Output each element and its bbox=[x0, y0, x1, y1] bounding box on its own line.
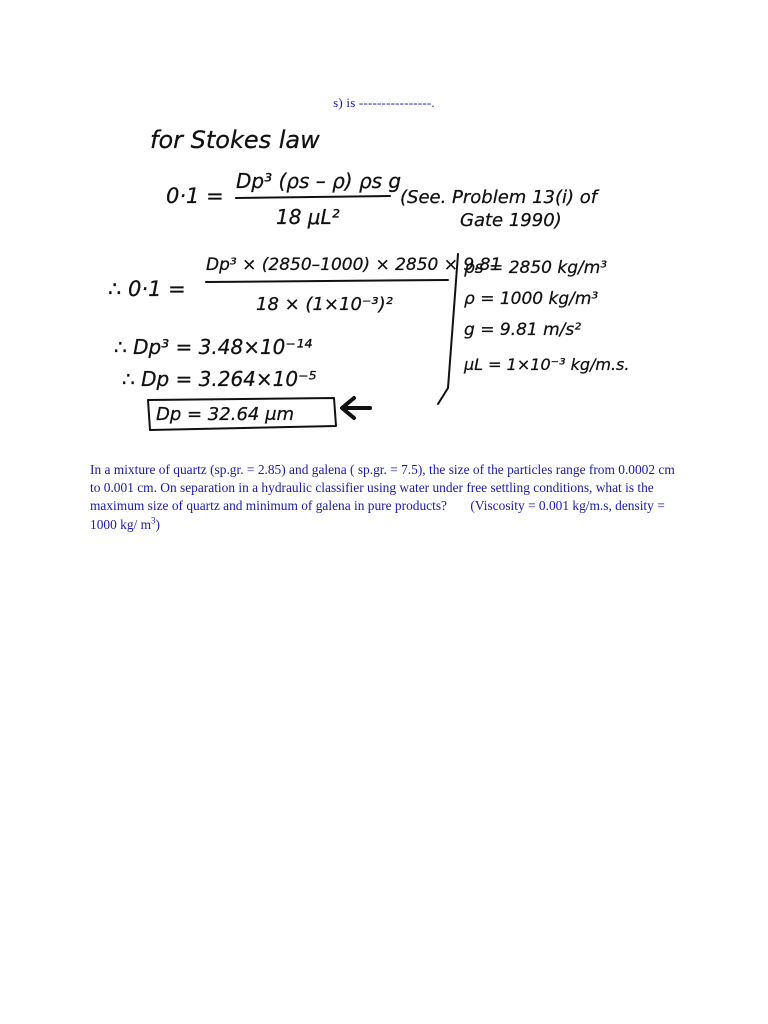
hw-eq2-lhs: ∴ 0·1 = bbox=[108, 277, 186, 301]
question-exponent: 3 bbox=[151, 515, 156, 526]
hw-eq1-fraction-bar bbox=[236, 196, 390, 198]
hw-given-mu: μL = 1×10⁻³ kg/m.s. bbox=[464, 355, 630, 374]
hw-given-rho: ρ = 1000 kg/m³ bbox=[464, 289, 599, 309]
hw-heading: for Stokes law bbox=[150, 126, 320, 154]
hw-eq1-numerator: Dp³ (ρs – ρ) ρs g bbox=[236, 169, 402, 193]
hw-eq2-numerator: Dp³ × (2850–1000) × 2850 × 9.81 bbox=[206, 255, 502, 275]
hw-eq1-lhs: 0·1 = bbox=[166, 184, 224, 208]
hw-eq1-note-1: (See. Problem 13(i) of bbox=[400, 187, 598, 208]
hw-eq2-fraction-bar bbox=[206, 280, 448, 282]
hw-eq2-denominator: 18 × (1×10⁻³)² bbox=[256, 294, 393, 315]
hw-given-bracket bbox=[438, 254, 458, 404]
question-conditions: (Viscosity = 0.001 kg/m.s, density = 1000 kg/ m bbox=[90, 498, 665, 532]
hw-eq1-note-2: Gate 1990) bbox=[460, 210, 562, 231]
header-fragment: s) is ----------------. bbox=[333, 95, 435, 110]
hw-eq4: ∴ Dp = 3.264×10⁻⁵ bbox=[122, 367, 317, 391]
question-close: ) bbox=[155, 516, 160, 532]
hw-eq1-denominator: 18 μL² bbox=[276, 205, 340, 229]
question-paragraph bbox=[90, 461, 680, 534]
hw-given-g: g = 9.81 m/s² bbox=[464, 320, 582, 340]
hw-eq3: ∴ Dp³ = 3.48×10⁻¹⁴ bbox=[114, 335, 312, 359]
hw-given-rho-s: ρs = 2850 kg/m³ bbox=[464, 258, 608, 278]
hw-result: Dp = 32.64 μm bbox=[156, 404, 295, 425]
handwritten-solution-image bbox=[108, 108, 653, 446]
hw-result-arrow bbox=[342, 398, 370, 418]
question-text: In a mixture of quartz (sp.gr. = 2.85) and galena ( sp.gr. = 7.5), the size of the particles range from 0.0002 cm to 0.001 cm. On separation in a hydraulic classifier using water under free settling conditions, what is the maximum size of quartz and minimum of galena in pure products? bbox=[90, 462, 675, 514]
